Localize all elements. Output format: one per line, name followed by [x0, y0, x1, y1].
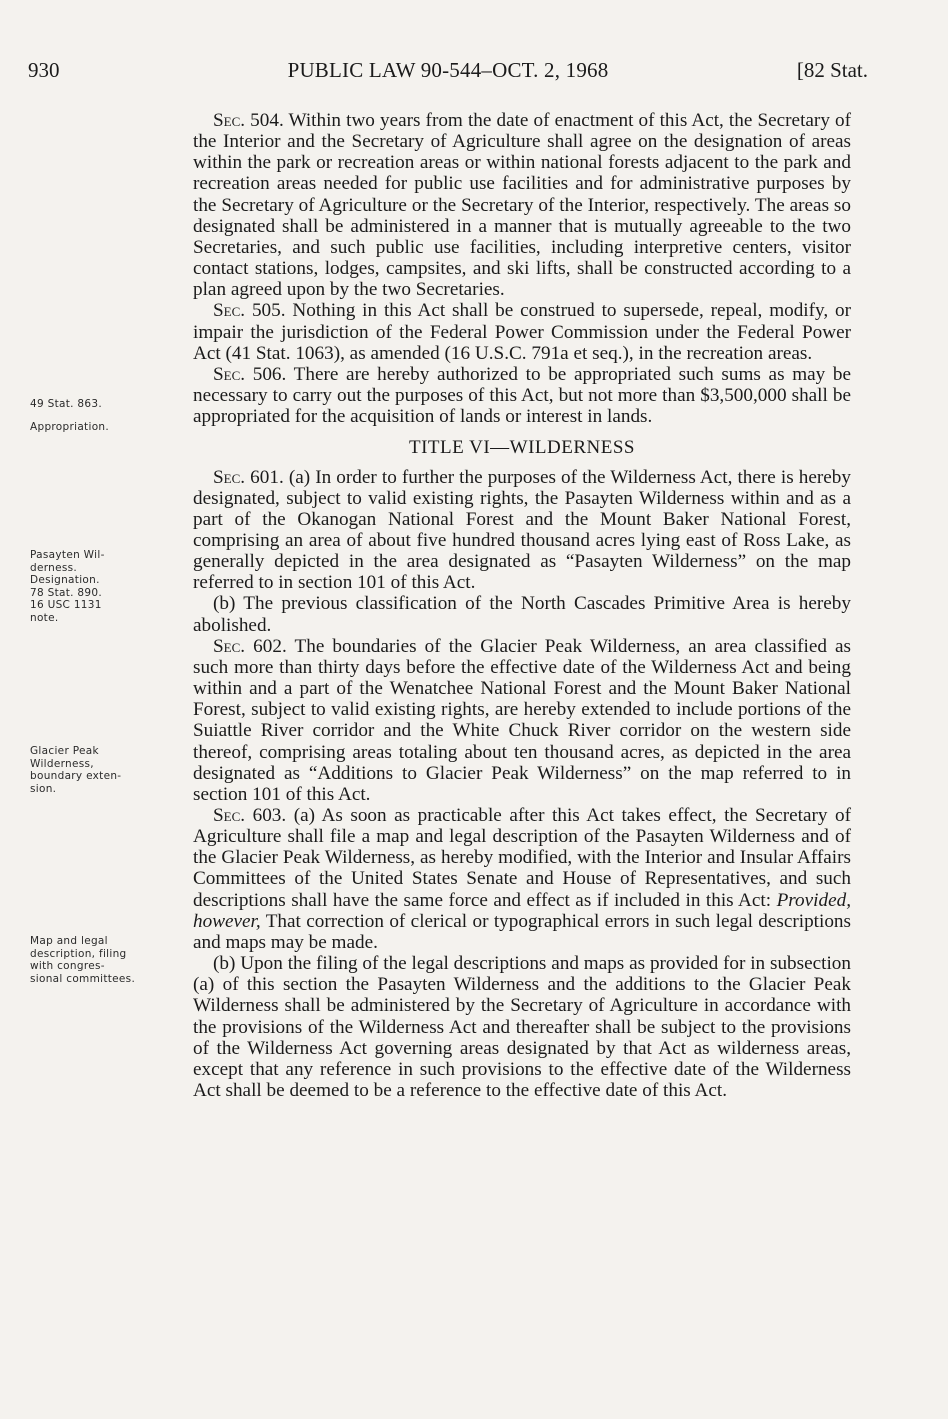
page-number: 930	[28, 58, 60, 82]
section-label: Sec. 506.	[213, 363, 287, 385]
section-603-a	[193, 805, 851, 953]
section-text: That correction of clerical or typographical errors in such legal descriptions and maps may be made.	[193, 910, 851, 953]
proviso-text: Provided, however,	[193, 889, 851, 932]
section-505	[193, 300, 851, 363]
section-label: Sec. 602.	[213, 635, 287, 657]
volume-citation: [82 Stat.	[796, 58, 868, 82]
section-601-a	[193, 467, 851, 594]
section-603-b	[193, 953, 851, 1101]
section-text: (b) The previous classification of the North Cascades Primitive Area is hereby abolished.	[193, 593, 851, 636]
section-label: Sec. 603.	[213, 805, 287, 826]
section-text: (b) Upon the filing of the legal descriptions and maps as provided for in subsection (a) of this section the Pasayten Wilderness and the additions to the Glacier Peak Wilderness shall be administered by the Secretary of Agriculture in accordance with the provisions of the Wilderness Act and thereafter shall be subject to the provisions of the Wilderness Act governing areas designated by that Act as wilderness areas, except that any reference in such provisions to the effective date of the Wilderness Act shall be deemed to be a reference to the effective date of this Act.	[193, 953, 851, 1102]
main-text	[193, 110, 851, 1101]
section-text: (a) In order to further the purposes of the Wilderness Act, there is hereby designated, subject to valid existing rights, the Pasayten Wilderness within and as a part of the Okanogan National Forest and the Mount Baker National Forest, comprising an area of about five hundred thousand acres lying east of Ross Lake, as generally depicted in the area designated as “Pasayten Wilderness” on the map referred to in section 101 of this Act.	[193, 466, 851, 594]
running-title: PUBLIC LAW 90-544–OCT. 2, 1968	[287, 58, 609, 82]
section-text: The boundaries of the Glacier Peak Wilderness, an area classified as such more than thirty days before the effective date of the Wilderness Act and being within and a part of the Wenatchee National Forest and the Mount Baker National Forest, subject to valid existing rights, are hereby extended to include portions of the Suiattle River corridor and the White Chuck River corridor on the western side thereof, comprising areas totaling about ten thousand acres, as depicted in the area designated as “Additions to Glacier Peak Wilderness” on the map referred to in section 101 of this Act.	[193, 635, 852, 805]
section-504	[193, 110, 851, 300]
section-text: Nothing in this Act shall be construed to supersede, repeal, modify, or impair the jurisdiction of the Federal Power Commission under the Federal Power Act (41 Stat. 1063), as amended (16 U.S.C. 791a et seq.), in the recreation areas.	[193, 300, 852, 364]
section-601-b	[193, 593, 851, 635]
margin-note-pasayten: Pasayten Wil- derness. Designation. 78 Stat. 890. 16 USC 1131 note.	[30, 549, 105, 624]
section-text: There are hereby authorized to be appropriated such sums as may be necessary to carry out the purposes of this Act, but not more than $3,500,000 shall be appropriated for the acquisition of lands or interest in lands.	[193, 363, 851, 428]
section-506	[193, 364, 851, 427]
title-heading: TITLE VI—WILDERNESS	[408, 437, 636, 459]
section-text: Within two years from the date of enactment of this Act, the Secretary of the Interior and the Secretary of Agriculture shall agree on the designation of areas within the park or recreation areas or within national forests adjacent to the park and recreation areas needed for public use facilities and for administrative purposes by the Secretary of Agriculture or the Secretary of the Interior, respectively. The areas so designated shall be administered in a manner that is mutually agreeable to the two Secretaries, and such public use facilities, including interpretive centers, visitor contact stations, lodges, campsites, and ski lifts, shall be constructed according to a plan agreed upon by the two Secretaries.	[193, 110, 851, 301]
margin-note-map-legal: Map and legal description, filing with congres- sional committees.	[30, 935, 136, 985]
section-label: Sec. 504.	[213, 110, 284, 131]
section-text: (a) As soon as practicable after this Act takes effect, the Secretary of Agriculture shall file a map and legal description of the Pasayten Wilderness and of the Glacier Peak Wilderness, as hereby modified, with the Interior and Insular Affairs Committees of the United States Senate and House of Representatives, and such descriptions shall have the same force and effect as if included in this Act:	[193, 805, 852, 911]
margin-note-stat-863: 49 Stat. 863.	[30, 398, 102, 410]
page-header	[28, 58, 868, 88]
section-602	[193, 636, 851, 805]
section-label: Sec. 601.	[213, 466, 284, 488]
margin-note-glacier-peak: Glacier Peak Wilderness, boundary exten- sion.	[30, 745, 122, 795]
margin-note-appropriation: Appropriation.	[30, 421, 110, 433]
section-label: Sec. 505.	[213, 300, 286, 322]
